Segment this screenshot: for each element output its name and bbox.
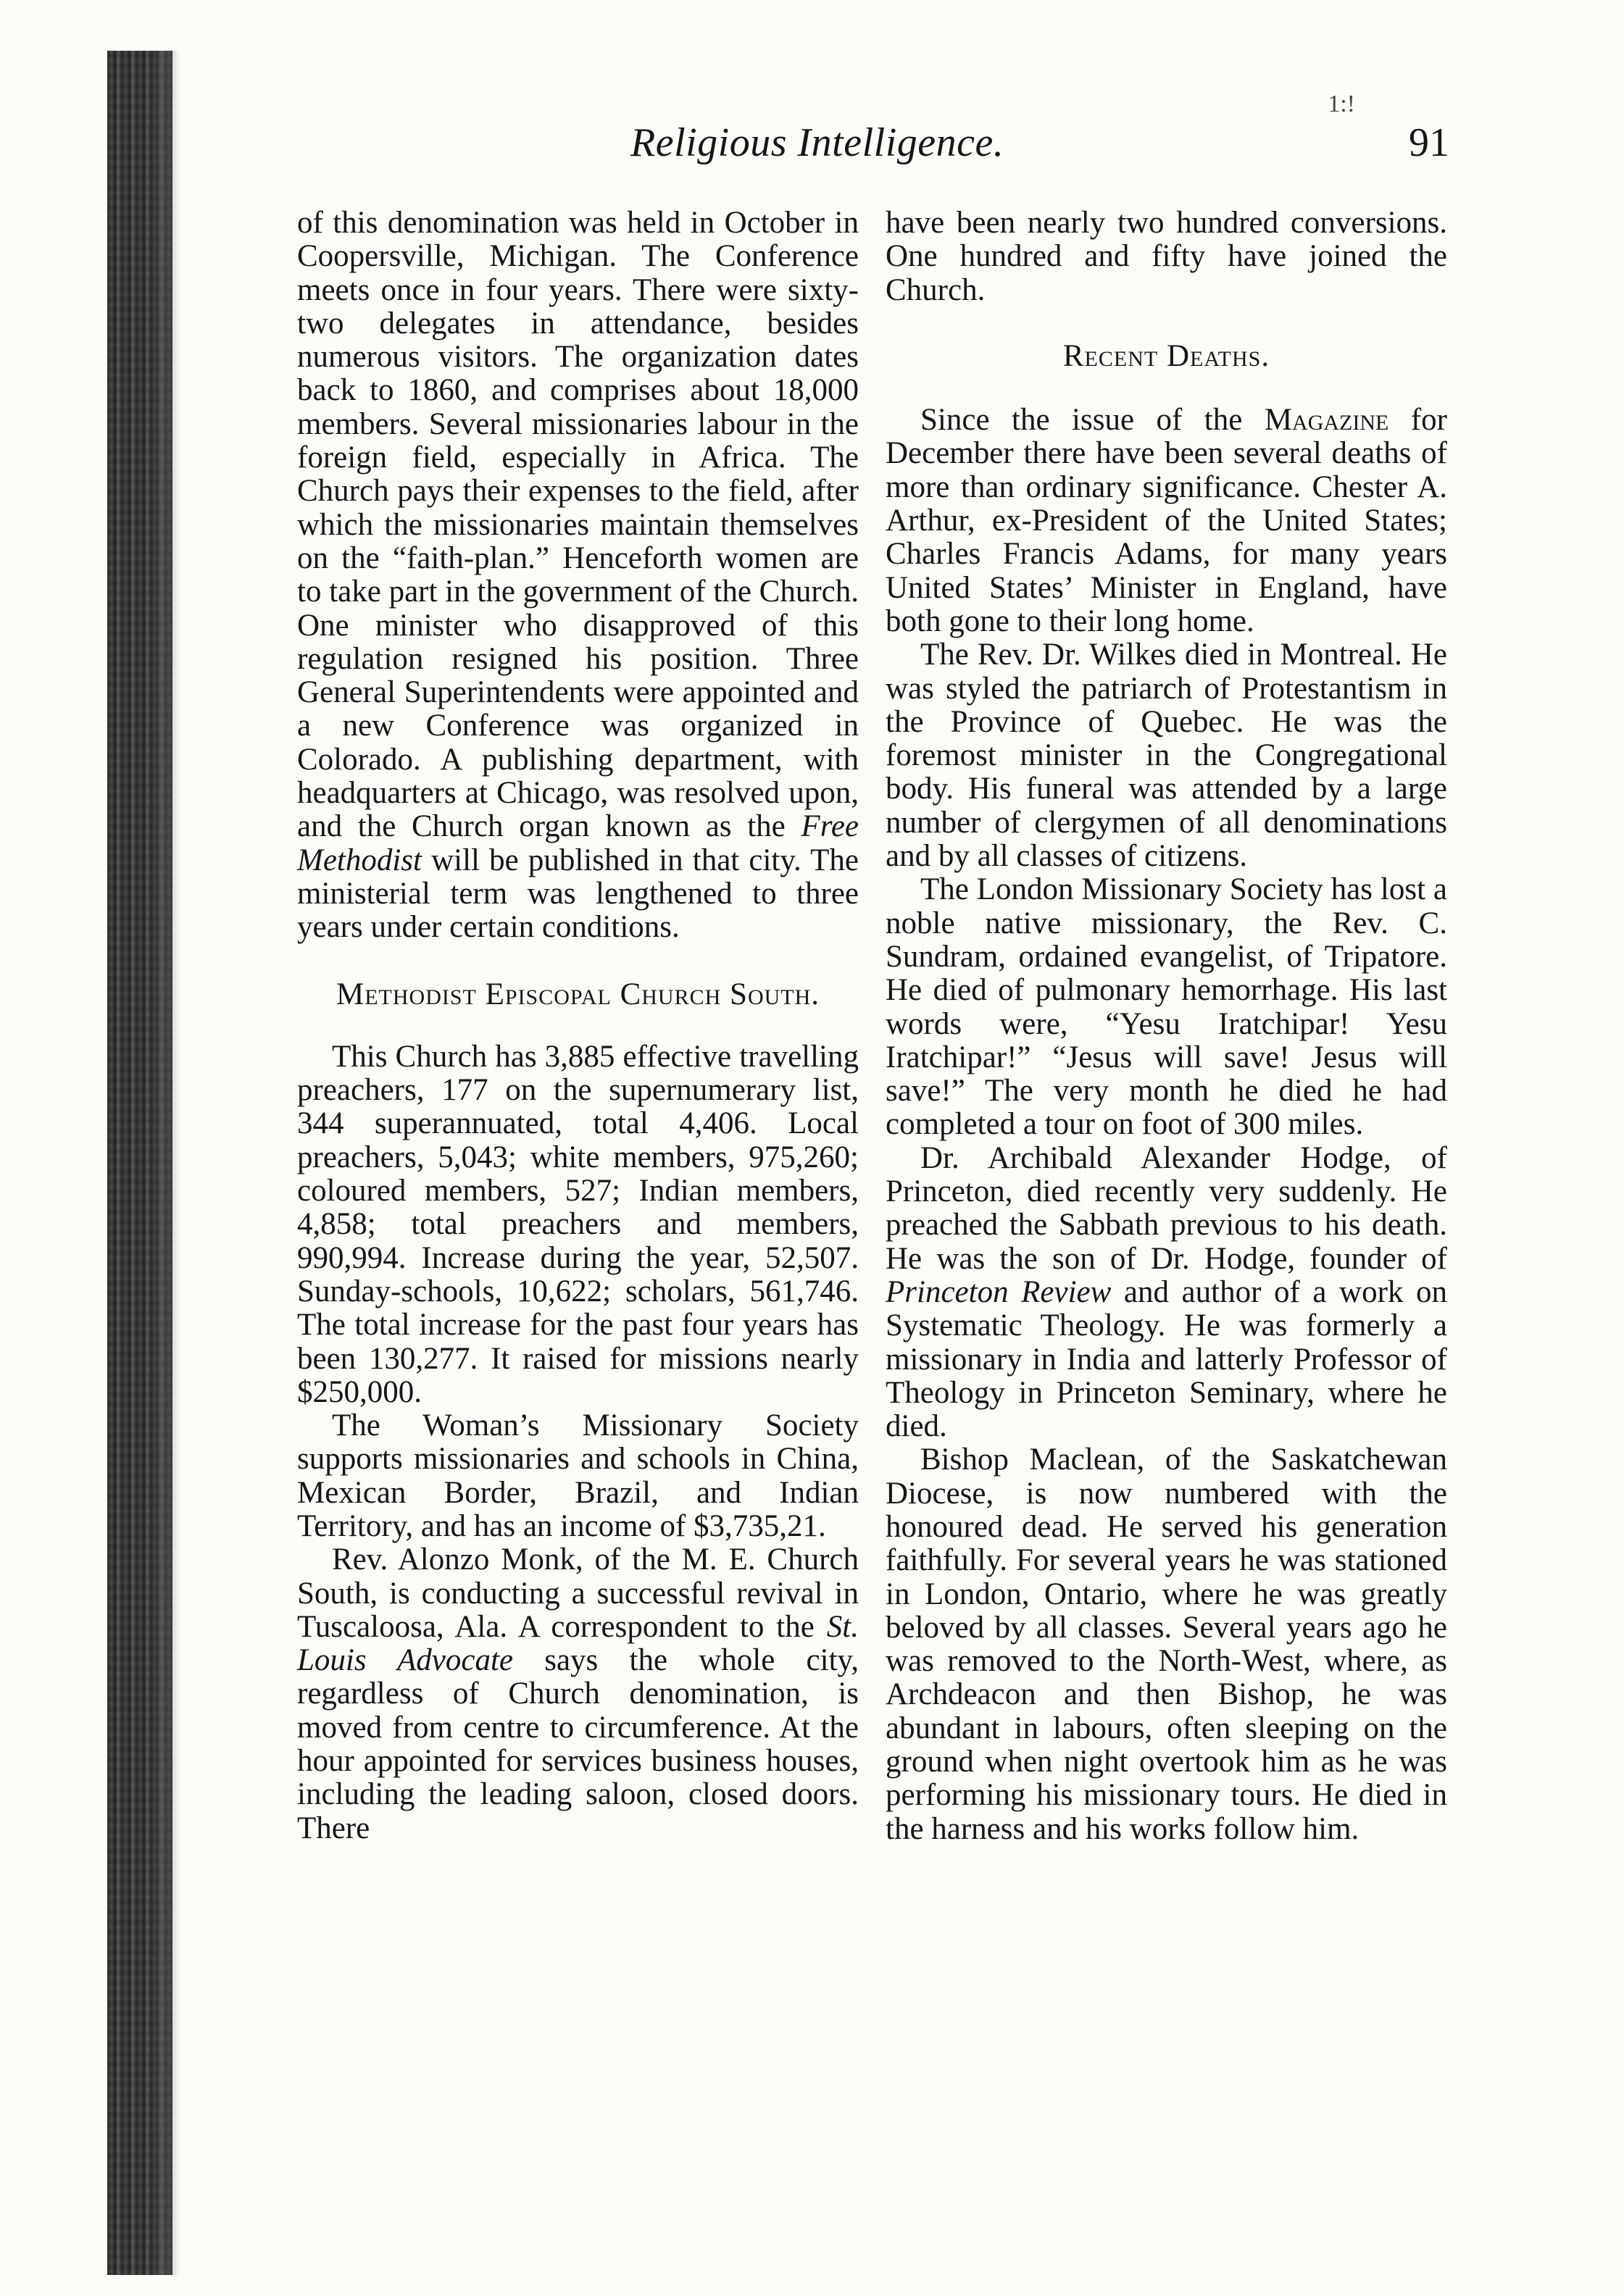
italic-title: Free Methodist (297, 809, 859, 877)
paragraph-conversions: have been nearly two hundred conversions. One hundred and fifty have joined the Church. (886, 206, 1447, 307)
paragraph-recent-deaths (886, 404, 1447, 638)
paragraph-text: for December there have been several deaths of more than ordinary significance. Chester A. Arthur, ex-President of the United States; Charles Francis Adams, for many years United States’ Minister in England, have both gone to their long home. (886, 403, 1447, 638)
paragraph-hodge (886, 1142, 1447, 1444)
paragraph-text: Dr. Archibald Alexander Hodge, of Princeton, died recently very suddenly. He preached the Sabbath previous to his death. He was the son of Dr. Hodge, founder of (886, 1140, 1447, 1276)
book-spine-shadow (107, 51, 172, 2275)
paragraph-free-methodist (297, 206, 859, 945)
paragraph-text: and author of a work on Systematic Theology. He was formerly a missionary in India and latterly Professor of Theology in Princeton Seminary, where he died. (886, 1274, 1448, 1444)
paragraph-maclean: Bishop Maclean, of the Saskatchewan Diocese, is now numbered with the honoured dead. He served his generation faithfully. For several years he was stationed in London, Ontario, where he was greatly beloved by all classes. Several years ago he was removed to the North-West, where, as Archdeacon and then Bishop, he was abundant in labours, often sleeping on the ground when night overtook him as he was performing his missionary tours. He died in the harness and his works follow him. (886, 1443, 1447, 1846)
paragraph-sundram: The London Missionary Society has lost a noble native missionary, the Rev. C. Sundram, ordained evangelist, of Tripatore. He died of pulmonary hemorrhage. His last words were, “Yesu Iratchipar! Yesu Iratchipar!” “Jesus will save! Jesus will save!” The very month he died he had completed a tour on foot of 300 miles. (886, 872, 1447, 1142)
paragraph-womans-society: The Woman’s Missionary Society supports missionaries and schools in China, Mexican Border, Brazil, and Indian Territory, and has an income of $3,735,21. (297, 1408, 859, 1543)
paragraph-text: Since the issue of the (920, 403, 1243, 438)
paragraph-statistics: This Church has 3,885 effective travelling preachers, 177 on the supernumerary list, 344 superannuated, total 4,406. Local preachers, 5,043; white members, 975,260; coloured members, 527; Indian members, 4,858; total preachers and members, 990,994. Increase during the year, 52,507. Sunday-schools, 10,622; scholars, 561,746. The total increase for the past four years has been 130,277. It raised for missions nearly $250,000. (297, 1039, 859, 1409)
right-column (886, 206, 1447, 1846)
paragraph-wilkes: The Rev. Dr. Wilkes died in Montreal. He was styled the patriarch of Protestantism in the Province of Quebec. He was the foremost minister in the Congregational body. His funeral was attended by a large number of clergymen of all denominations and by all classes of citizens. (886, 638, 1447, 874)
section-heading-methodist: Methodist Episcopal Church South. (336, 977, 820, 1011)
running-head: Religious Intelligence. (630, 120, 1004, 165)
italic-title: St. Louis Advocate (297, 1609, 859, 1678)
paragraph-text: will be published in that city. The ministerial term was lengthened to three years under certain conditions. (297, 843, 859, 945)
small-caps-word: Magazine (1264, 403, 1389, 438)
paragraph-text: says the whole city, regardless of Church denomination, is moved from centre to circumference. At the hour appointed for services business houses, including the leading saloon, closed doors. There (297, 1643, 859, 1845)
section-heading-deaths: Recent Deaths. (1062, 338, 1270, 373)
paragraph-revival (297, 1543, 859, 1845)
left-column (297, 206, 859, 1845)
page-mark: 1:! (1328, 91, 1355, 117)
page-header (297, 91, 1449, 178)
page-number: 91 (1409, 120, 1449, 165)
paragraph-text: Rev. Alonzo Monk, of the M. E. Church South, is conducting a successful revival in Tuscaloosa, Ala. A correspondent to the (297, 1543, 859, 1644)
paragraph-text: of this denomination was held in October in Coopersville, Michigan. The Conference meets once in four years. There were sixty-two delegates in attendance, besides numerous visitors. The organization dates back to 1860, and comprises about 18,000 members. Several missionaries labour in the foreign field, especially in Africa. The Church pays their expenses to the field, after which the missionaries maintain themselves on the “faith-plan.” Henceforth women are to take part in the government of the Church. One minister who disapproved of this regulation resigned his position. Three General Superintendents were appointed and a new Conference was organized in Colorado. A publishing department, with headquarters at Chicago, was resolved upon, and the Church organ known as the (297, 206, 859, 844)
italic-title: Princeton Review (886, 1274, 1112, 1309)
